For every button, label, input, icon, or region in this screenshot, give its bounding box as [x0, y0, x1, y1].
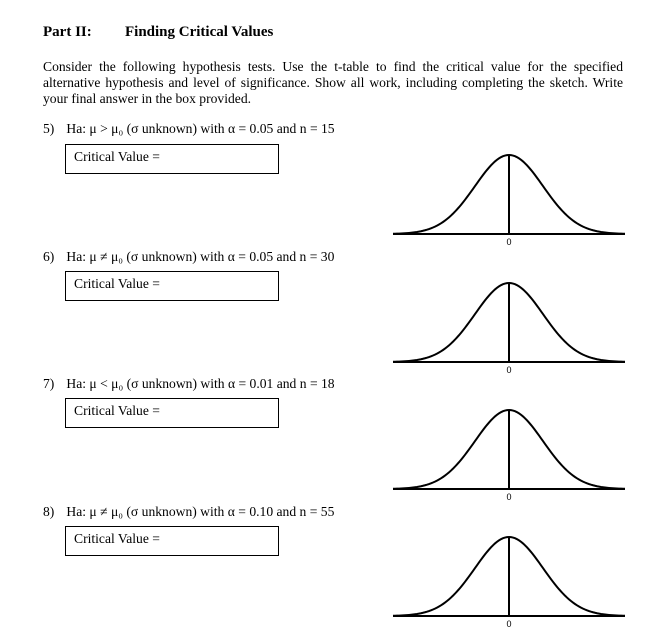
hypothesis-text: Ha: μ > μ₀ (σ unknown) with α = 0.05 and n = 15 [66, 121, 335, 136]
problem-8-statement [43, 504, 334, 520]
normal-curve-sketch-6[interactable] [393, 278, 625, 378]
critical-value-box-5[interactable] [65, 144, 279, 174]
critical-value-label: Critical Value = [74, 149, 160, 164]
mean-zero-label: 0 [506, 492, 512, 502]
critical-value-label: Critical Value = [74, 276, 160, 291]
critical-value-label: Critical Value = [74, 403, 160, 418]
critical-value-label: Critical Value = [74, 531, 160, 546]
problem-6-statement [43, 249, 334, 265]
instructions: Consider the following hypothesis tests. Use the t-table to find the critical value for the specified alternative hypothesis and level of significance. Show all work, including completing the sketch. Write your final answer in the box provided. [43, 59, 623, 106]
problem-7-statement [43, 376, 335, 392]
normal-curve-sketch-7[interactable] [393, 405, 625, 505]
critical-value-box-6[interactable] [65, 271, 279, 301]
normal-curve-sketch-5[interactable] [393, 150, 625, 250]
hypothesis-text: Ha: μ < μ₀ (σ unknown) with α = 0.01 and n = 18 [66, 376, 335, 391]
problem-number: 5) [43, 121, 55, 136]
part-label: Part II: [43, 24, 92, 40]
normal-curve-sketch-8[interactable] [393, 532, 625, 632]
mean-zero-label: 0 [506, 619, 512, 629]
hypothesis-text: Ha: μ ≠ μ₀ (σ unknown) with α = 0.10 and n = 55 [66, 504, 335, 519]
problem-number: 8) [43, 504, 55, 519]
critical-value-box-7[interactable] [65, 398, 279, 428]
problem-number: 7) [43, 376, 55, 391]
problem-5-statement [43, 121, 335, 137]
problem-number: 6) [43, 249, 55, 264]
section-title: Finding Critical Values [125, 24, 274, 40]
critical-value-box-8[interactable] [65, 526, 279, 556]
hypothesis-text: Ha: μ ≠ μ₀ (σ unknown) with α = 0.05 and n = 30 [66, 249, 335, 264]
mean-zero-label: 0 [506, 365, 512, 375]
section-heading [43, 24, 273, 41]
mean-zero-label: 0 [506, 237, 512, 247]
